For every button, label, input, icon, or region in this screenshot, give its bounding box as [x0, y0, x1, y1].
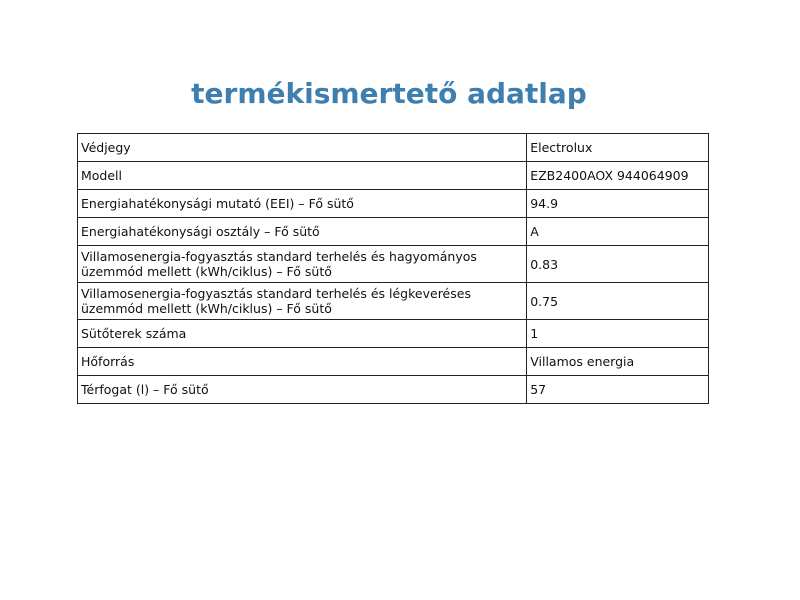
page-title: termékismertető adatlap [191, 77, 587, 110]
table-row-cavity-count [78, 320, 709, 348]
row-label: Energiahatékonysági mutató (EEI) – Fő sütő [78, 190, 527, 218]
row-label: Sütőterek száma [78, 320, 527, 348]
table-row-eei [78, 190, 709, 218]
product-data-table [77, 133, 709, 404]
row-value: 0.83 [527, 246, 709, 283]
table-row-consumption-fan [78, 283, 709, 320]
row-label: Villamosenergia-fogyasztás standard terhelés és légkeveréses üzemmód mellett (kWh/ciklus) – Fő sütő [78, 283, 527, 320]
row-label: Hőforrás [78, 348, 527, 376]
row-label: Védjegy [78, 134, 527, 162]
table-row-energy-class [78, 218, 709, 246]
row-value: 0.75 [527, 283, 709, 320]
row-label: Villamosenergia-fogyasztás standard terhelés és hagyományos üzemmód mellett (kWh/ciklus) – Fő sütő [78, 246, 527, 283]
row-value: Electrolux [527, 134, 709, 162]
row-label: Energiahatékonysági osztály – Fő sütő [78, 218, 527, 246]
row-value: 94.9 [527, 190, 709, 218]
table-row-trademark [78, 134, 709, 162]
table-row-volume [78, 376, 709, 404]
row-label: Térfogat (l) – Fő sütő [78, 376, 527, 404]
table-row-model [78, 162, 709, 190]
row-label: Modell [78, 162, 527, 190]
row-value: EZB2400AOX 944064909 [527, 162, 709, 190]
row-value: 1 [527, 320, 709, 348]
row-value: Villamos energia [527, 348, 709, 376]
row-value: 57 [527, 376, 709, 404]
row-value: A [527, 218, 709, 246]
table-row-consumption-conventional [78, 246, 709, 283]
table-row-heat-source [78, 348, 709, 376]
